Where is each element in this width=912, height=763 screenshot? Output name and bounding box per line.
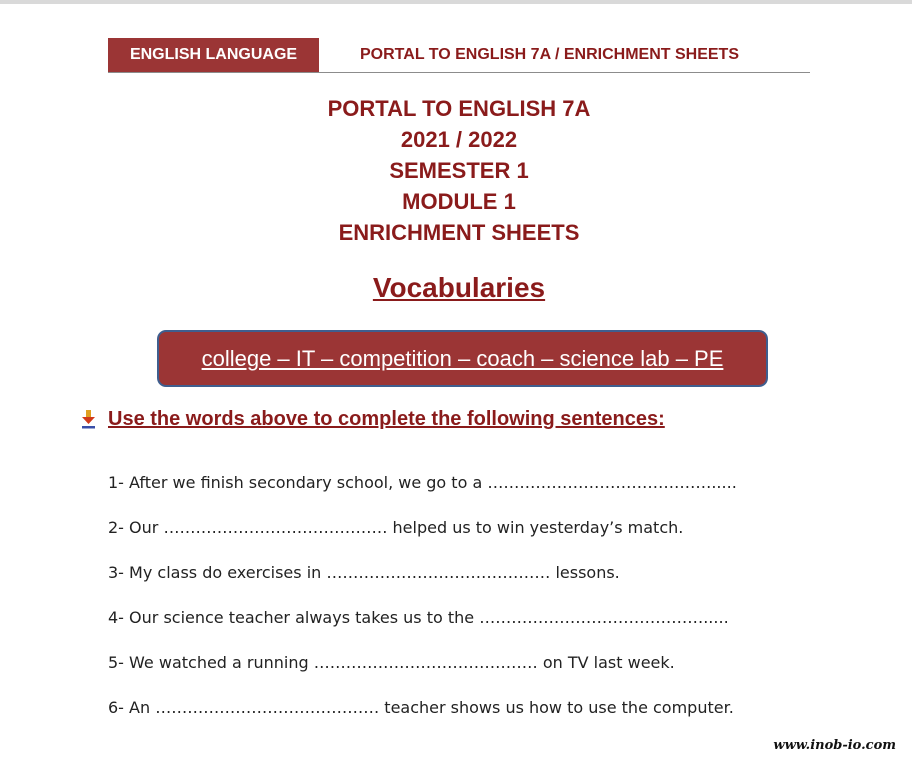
arrow-down-icon [80, 405, 98, 433]
website-watermark: www.inob-io.com [773, 738, 896, 753]
sentence-2: 2- Our …………………………………… helped us to win yesterday’s match. [108, 518, 684, 537]
vocabularies-heading: Vocabularies [372, 272, 546, 303]
title-block [108, 93, 810, 248]
top-strip [0, 0, 912, 4]
sentence-list [108, 471, 808, 741]
title-line-semester: SEMESTER 1 [389, 158, 529, 183]
sentence-5: 5- We watched a running …………………………………… on TV last week. [108, 653, 675, 672]
word-bank-box: college – IT – competition – coach – science lab – PE [157, 330, 768, 387]
title-line-year: 2021 / 2022 [400, 127, 518, 152]
title-line-module: MODULE 1 [402, 189, 516, 214]
header-title: PORTAL TO ENGLISH 7A / ENRICHMENT SHEETS [360, 46, 739, 63]
sentence-3: 3- My class do exercises in …………………………………… lessons. [108, 563, 620, 582]
sentence-4: 4- Our science teacher always takes us to the ……………………………………..... [108, 608, 729, 627]
sentence-6: 6- An …………………………………… teacher shows us how to use the computer. [108, 698, 734, 717]
sentence-1: 1- After we finish secondary school, we go to a ……………………………………..... [108, 473, 737, 492]
page-header [108, 38, 810, 73]
instruction-text: Use the words above to complete the following sentences: [108, 408, 665, 430]
instruction [80, 405, 800, 433]
title-line-book: PORTAL TO ENGLISH 7A [327, 96, 591, 121]
title-line-sheets: ENRICHMENT SHEETS [338, 220, 580, 245]
subject-tab: ENGLISH LANGUAGE [108, 38, 319, 72]
